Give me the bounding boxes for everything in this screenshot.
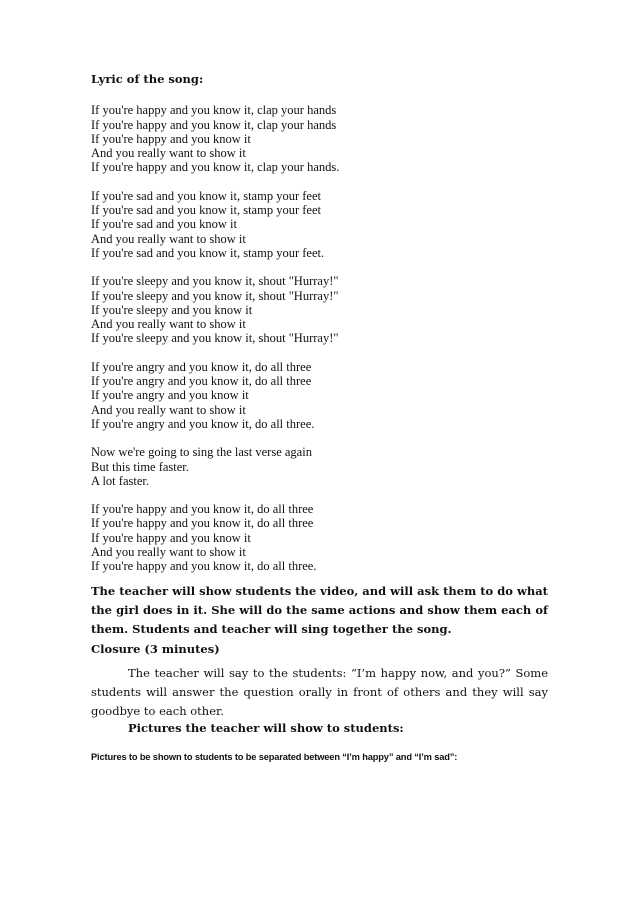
lyrics-line: Now we're going to sing the last verse again: [91, 445, 312, 460]
lyrics-stanza: [91, 274, 551, 345]
lyrics-section: [91, 72, 551, 588]
lyrics-stanza: [91, 445, 551, 488]
lyrics-line: If you're happy and you know it, do all three: [91, 516, 314, 531]
lyrics-line: If you're sad and you know it, stamp your feet: [91, 188, 321, 203]
lyrics-line: If you're happy and you know it, do all three: [91, 502, 314, 517]
lyrics-line: If you're angry and you know it, do all three: [91, 374, 312, 389]
lyrics-line: If you're angry and you know it, do all three: [91, 359, 312, 374]
lyrics-line: If you're sleepy and you know it, shout "Hurray!": [91, 288, 339, 303]
lyrics-line: If you're happy and you know it, clap your hands.: [91, 160, 340, 175]
lyrics-line: A lot faster.: [91, 473, 149, 488]
lyrics-line: And you really want to show it: [91, 545, 246, 560]
lyrics-line: If you're happy and you know it, clap your hands: [91, 117, 337, 132]
lyrics-line: If you're sad and you know it: [91, 217, 237, 232]
lyrics-line: If you're angry and you know it, do all three.: [91, 416, 315, 431]
lyrics-line: If you're sad and you know it, stamp your feet: [91, 203, 321, 218]
lyrics-stanzas: [91, 103, 551, 573]
lyrics-line: And you really want to show it: [91, 402, 246, 417]
lyrics-line: If you're sleepy and you know it: [91, 302, 253, 317]
lyrics-line: If you're happy and you know it, clap your hands: [91, 103, 337, 118]
lyrics-line: If you're sleepy and you know it, shout "Hurray!": [91, 331, 339, 346]
lyrics-line: If you're sleepy and you know it, shout "Hurray!": [91, 274, 339, 289]
lyrics-line: If you're angry and you know it: [91, 388, 249, 403]
lyrics-heading: Lyric of the song:: [91, 72, 204, 86]
lyrics-line: If you're sad and you know it, stamp your feet.: [91, 245, 325, 260]
pictures-caption: Pictures to be shown to students to be separated between “I’m happy” and “I’m sad”:: [91, 752, 458, 762]
lyrics-stanza: [91, 103, 551, 174]
lyrics-line: If you're happy and you know it, do all three.: [91, 559, 317, 574]
lyrics-line: And you really want to show it: [91, 146, 246, 161]
teacher-video-paragraph: The teacher will show students the video, and will ask them to do what the girl does in it. She will do the same actions and show them each of them. Students and teacher will sing together the song.: [91, 584, 548, 636]
closure-heading: Closure (3 minutes): [91, 642, 220, 656]
lyrics-stanza: [91, 189, 551, 260]
lyrics-line: If you're happy and you know it: [91, 131, 251, 146]
lyrics-line: And you really want to show it: [91, 317, 246, 332]
lyrics-stanza: [91, 502, 551, 573]
lyrics-line: But this time faster.: [91, 459, 189, 474]
lyrics-line: And you really want to show it: [91, 231, 246, 246]
pictures-heading: Pictures the teacher will show to students:: [128, 721, 404, 735]
lyrics-line: If you're happy and you know it: [91, 530, 251, 545]
lyrics-stanza: [91, 360, 551, 431]
closure-paragraph: The teacher will say to the students: “I’m happy now, and you?” Some students will answer the question orally in front of others and they will say goodbye to each other.: [91, 666, 548, 718]
